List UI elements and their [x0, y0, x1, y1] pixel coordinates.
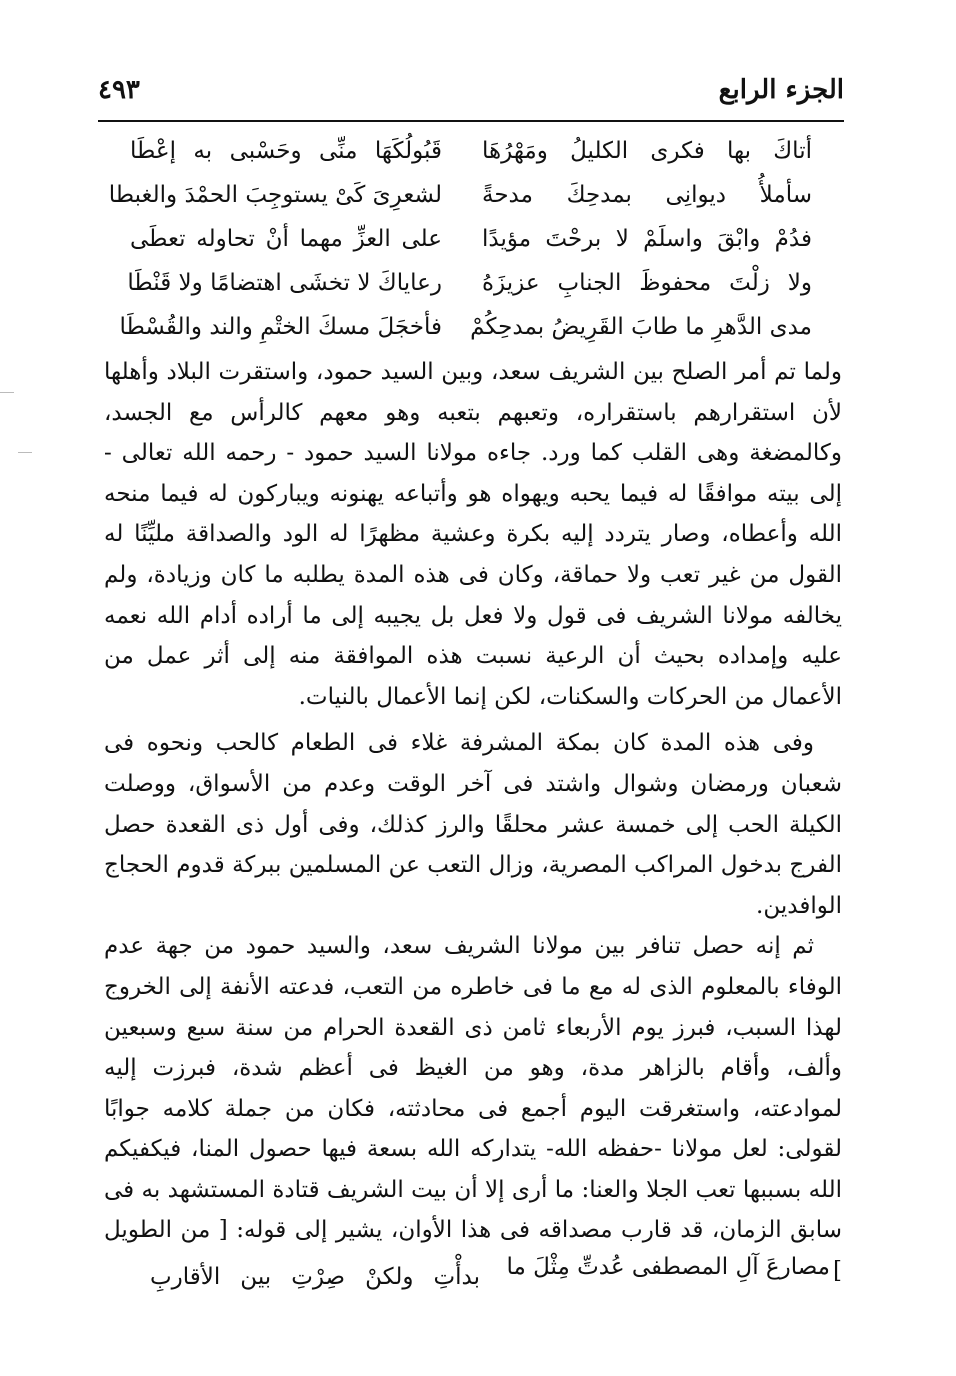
paragraph-3: ثم إنه حصل تنافر بين مولانا الشريف سعد، والسيد حمود من جهة عدم الوفاء بالمعلوم الذى له مع ما فى خاطره من التعب، فدعته الأنفة إلى الخروج لهذا السبب، فبرز يوم الأربعاء ثامن ذى القعدة الحرام من سنة سبع وسبعين وألف، وأقام بالزاهر مدة، وهو من الغيظ فى أعظم شدة، فبرزت إليه لموادعته، واستغرقت اليوم أجمع فى محادثته، فكان من جملة كلامه جوابًا لقولى: لعل مولانا -حفظه الله- يتداركه الله بسعة فيها حصول المنا، فيكفيكم الله بسببها تعب الجلا والعنا: ما أرى إلا أن بيت الشريف قتادة المستشهد به فى سابق الزمان، قد قارب مصداقه فى هذا الأوان، يشير إلى قوله: [ من الطويل ]	[104, 933, 842, 1285]
prose-body	[104, 352, 842, 1292]
verse-5-second-hemistich: فأخجَلَ مسكَ الختْمِ والند والقُسْطَا	[119, 314, 442, 340]
verse-4-second-hemistich: رعاياكَ لا تخشَى اهتضامًا ولا قَنْطَا	[127, 270, 442, 296]
running-title: الجزء الرابع	[718, 75, 844, 105]
page-number: ٤٩٣	[98, 75, 140, 105]
verse-3-second-hemistich: على العزِّ مهما أنْ تحاوله تعطَى	[130, 226, 442, 252]
verse-2-second-hemistich: لشعرِىَ كَىْ يستوجِبَ الحمْدَ والغبطا	[108, 182, 442, 208]
page-header	[98, 62, 844, 118]
verse-2-first-hemistich: سأملأُ ديوانِى بمدحِكَ مدحةً	[482, 182, 812, 208]
verse-5-first-hemistich: مدى الدَّهرِ ما طابَ القَرِيضُ بمدحِكُمْ	[470, 314, 812, 340]
paragraph-2: وفى هذه المدة كان بمكة المشرفة غلاء فى الطعام كالحب ونحوه فى شعبان ورمضان وشوال واشتد فى آخر الوقت وعدم من الأسواق، ووصلت الكيلة الحب إلى خمسة عشر محلقًا والرز كذلك، وفى أول ذى القعدة حصل الفرج بدخول المراكب المصرية، وزال التعب عن المسلمين ببركة قدوم الحجاج الوافدين.	[104, 730, 842, 919]
final-verse-second-hemistich: بدأْتِ ولكنْ صِرْتِ بين الأقاربِ	[150, 1264, 480, 1290]
verse-4-first-hemistich: ولا زلْتَ محفوظَ الجنابِ عزيزَهُ	[482, 270, 812, 296]
final-verse-first-hemistich: مصارعَ آلِ المصطفى عُدتِّ مِثْلَ ما	[506, 1254, 830, 1280]
header-rule	[98, 120, 844, 122]
scan-mark	[0, 392, 14, 393]
paragraph-1: ولما تم أمر الصلح بين الشريف سعد، وبين السيد حمود، واستقرت البلاد وأهلها لأن استقرارهم باستقراره، وتعبهم بتعبه وهو معهم كالرأس مع الجسد، وكالمضغة وهى القلب كما ورد. جاءه مولانا السيد حمود - رحمه الله تعالى - إلى بيته موافقًا له فيما يحبه ويهواه هو وأتباعه يهنونه ويباركون له فيما منحه الله وأعطاه، وصار يتردد إليه بكرة وعشية مظهرًا له الود والصداقة مليِّنًا له القول من غير تعب ولا حماقة، وكان فى هذه المدة يطلبه ما كان وزيادة، ولم يخالفه مولانا الشريف فى قول ولا فعل بل يجيبه إلى ما أراده أدام الله نعمه عليه وإمداده بحيث أن الرعية نسبت هذه الموافقة منه إلى أثر عمل من الأعمال من الحركات والسكنات، لكن إنما الأعمال بالنيات.	[104, 359, 842, 710]
verse-1-first-hemistich: أتاكَ بها فكرى الكليلُ ومَهْرُهَا	[482, 138, 812, 164]
scan-mark	[18, 452, 32, 453]
verse-1-second-hemistich: قَبُولُكَهَا منِّى وحَسْبى به إعْطَا	[130, 138, 442, 164]
verse-3-first-hemistich: فدُمْ وابْقَ واسلَمْ لا برحْتَ مؤيدًا	[482, 226, 812, 252]
